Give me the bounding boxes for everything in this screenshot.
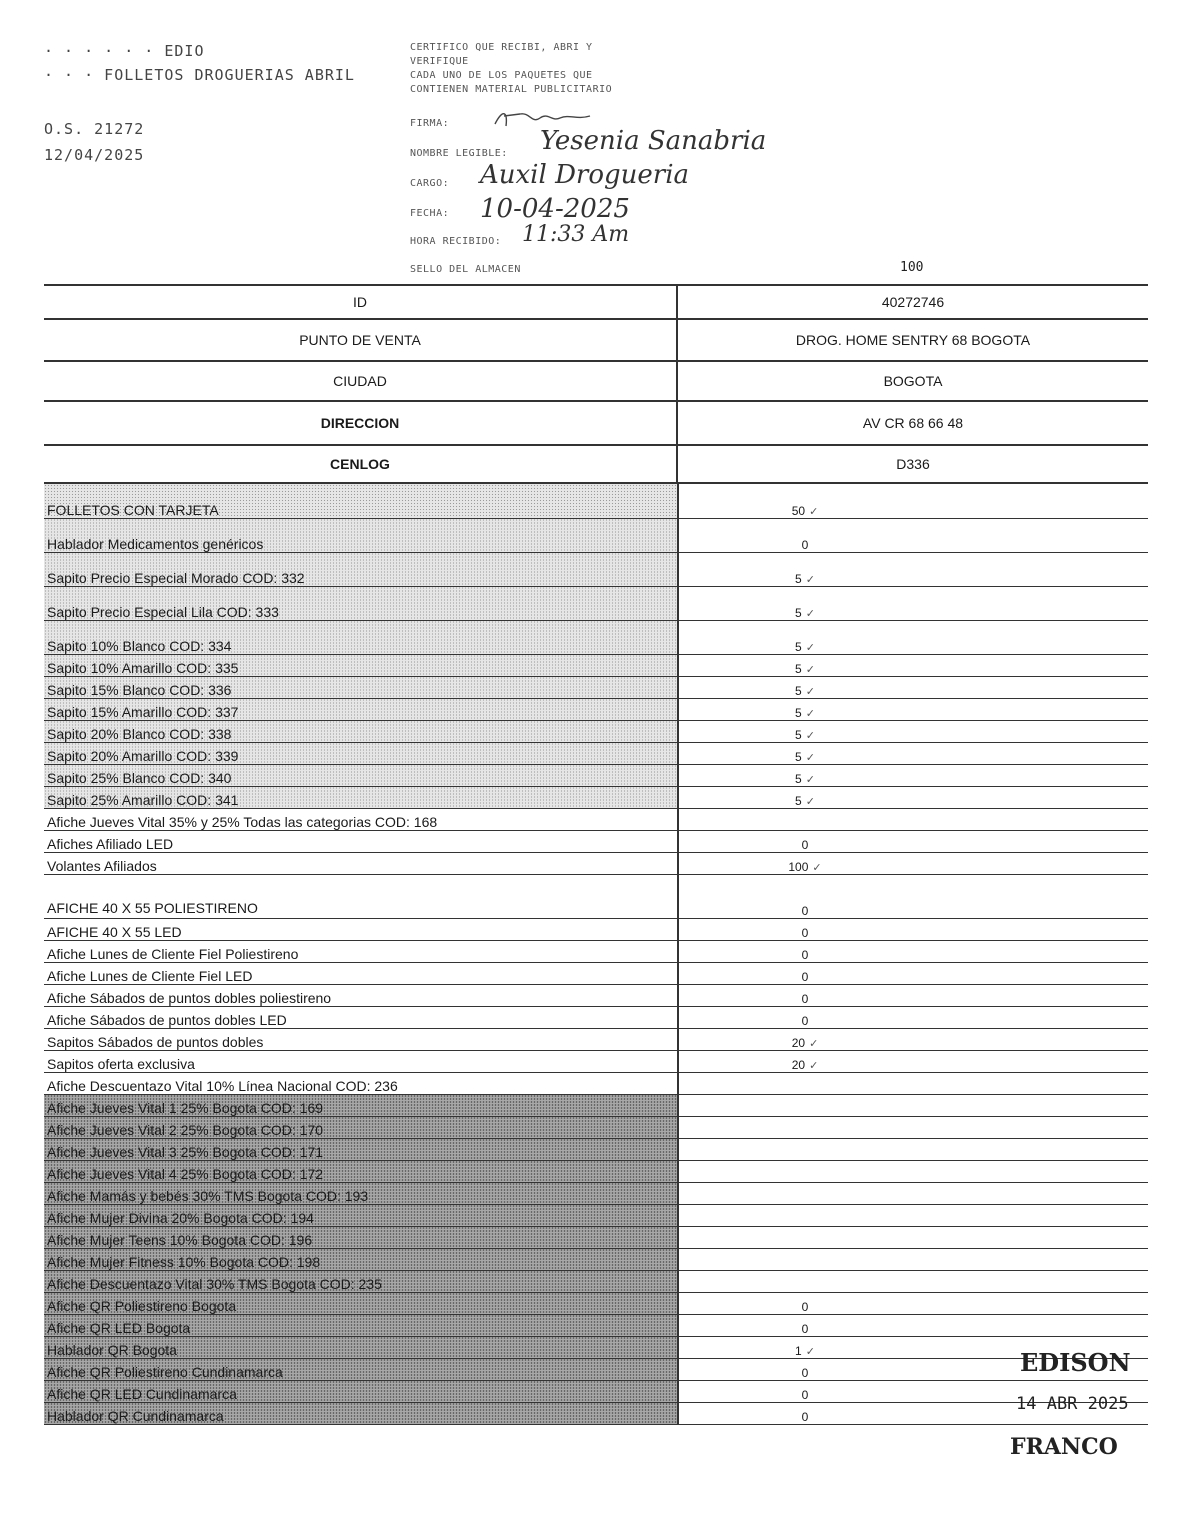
order-date: 12/04/2025: [44, 146, 145, 164]
store-info-table: [44, 284, 1148, 484]
check-mark-icon: ✓: [805, 607, 815, 620]
item-row: [44, 1160, 1148, 1182]
item-quantity: [678, 1028, 1148, 1050]
item-row: [44, 808, 1148, 830]
item-label: Afiche Mujer Fitness 10% Bogota COD: 198: [44, 1248, 678, 1270]
item-row: [44, 1270, 1148, 1292]
item-row: [44, 1028, 1148, 1050]
item-quantity: [678, 484, 1148, 518]
item-row: [44, 984, 1148, 1006]
item-quantity-value: 5: [795, 705, 802, 720]
item-quantity: [678, 808, 1148, 830]
item-quantity-value: 5: [795, 793, 802, 808]
sello-value: 100: [900, 260, 924, 275]
item-label: Afiche QR Poliestireno Cundinamarca: [44, 1358, 678, 1380]
firma-label: FIRMA:: [410, 118, 450, 129]
item-label: Sapito 20% Blanco COD: 338: [44, 720, 678, 742]
item-label: Sapito Precio Especial Morado COD: 332: [44, 552, 678, 586]
item-label: Sapitos oferta exclusiva: [44, 1050, 678, 1072]
item-label: Afiche Jueves Vital 2 25% Bogota COD: 170: [44, 1116, 678, 1138]
item-row: [44, 1050, 1148, 1072]
info-value: AV CR 68 66 48: [677, 401, 1148, 445]
item-row: [44, 698, 1148, 720]
info-value: DROG. HOME SENTRY 68 BOGOTA: [677, 319, 1148, 361]
item-label: Afiche Sábados de puntos dobles LED: [44, 1006, 678, 1028]
item-quantity: [678, 1138, 1148, 1160]
item-quantity: [678, 764, 1148, 786]
item-label: Afiche Jueves Vital 3 25% Bogota COD: 171: [44, 1138, 678, 1160]
item-label: AFICHE 40 X 55 POLIESTIRENO: [44, 874, 678, 918]
item-label: Sapito 15% Blanco COD: 336: [44, 676, 678, 698]
item-row: [44, 852, 1148, 874]
check-mark-icon: ✓: [805, 795, 815, 808]
item-quantity: [678, 918, 1148, 940]
certify-line-4: CONTIENEN MATERIAL PUBLICITARIO: [410, 84, 613, 95]
item-label: Hablador Medicamentos genéricos: [44, 518, 678, 552]
item-row: [44, 962, 1148, 984]
item-quantity: [678, 552, 1148, 586]
item-row: [44, 1336, 1148, 1358]
item-quantity-value: 0: [801, 925, 809, 940]
item-quantity-value: 50: [791, 503, 806, 518]
item-quantity: [678, 1072, 1148, 1094]
item-row: [44, 720, 1148, 742]
item-quantity-value: 0: [801, 1321, 809, 1336]
item-label: Sapito 20% Amarillo COD: 339: [44, 742, 678, 764]
info-key: DIRECCION: [44, 401, 677, 445]
item-label: Volantes Afiliados: [44, 852, 678, 874]
check-mark-icon: ✓: [805, 773, 815, 786]
check-mark-icon: ✓: [812, 861, 822, 874]
item-label: Afiche Mamás y bebés 30% TMS Bogota COD: 193: [44, 1182, 678, 1204]
certify-line-2: VERIFIQUE: [410, 56, 469, 67]
receiver-stamp-date: 14 ABR 2025: [1016, 1394, 1129, 1414]
info-row: [44, 361, 1148, 401]
item-row: [44, 1204, 1148, 1226]
item-quantity-value: 0: [801, 991, 809, 1006]
info-row: [44, 401, 1148, 445]
item-label: Sapito 25% Amarillo COD: 341: [44, 786, 678, 808]
item-label: Sapito Precio Especial Lila COD: 333: [44, 586, 678, 620]
item-label: Afiche Jueves Vital 4 25% Bogota COD: 172: [44, 1160, 678, 1182]
item-quantity: [678, 1094, 1148, 1116]
item-row: [44, 830, 1148, 852]
certify-line-3: CADA UNO DE LOS PAQUETES QUE: [410, 70, 593, 81]
info-value: D336: [677, 445, 1148, 483]
info-value: 40272746: [677, 285, 1148, 319]
item-quantity: [678, 1270, 1148, 1292]
item-label: Sapito 25% Blanco COD: 340: [44, 764, 678, 786]
check-mark-icon: ✓: [805, 729, 815, 742]
check-mark-icon: ✓: [805, 751, 815, 764]
check-mark-icon: ✓: [805, 707, 815, 720]
item-row: [44, 1006, 1148, 1028]
item-row: [44, 552, 1148, 586]
item-quantity-value: 0: [801, 969, 809, 984]
item-quantity: [678, 984, 1148, 1006]
item-row: [44, 1402, 1148, 1424]
item-label: Sapitos Sábados de puntos dobles: [44, 1028, 678, 1050]
info-key: PUNTO DE VENTA: [44, 319, 677, 361]
nombre-value: Yesenia Sanabria: [540, 126, 767, 156]
item-quantity-value: 5: [795, 749, 802, 764]
item-quantity: [678, 1006, 1148, 1028]
item-quantity: [678, 962, 1148, 984]
info-value: BOGOTA: [677, 361, 1148, 401]
fecha-value: 10-04-2025: [480, 194, 630, 224]
item-row: [44, 742, 1148, 764]
item-quantity: [678, 1050, 1148, 1072]
check-mark-icon: ✓: [809, 505, 819, 518]
hora-label: HORA RECIBIDO:: [410, 236, 502, 247]
cargo-value: Auxil Drogueria: [480, 160, 690, 190]
check-mark-icon: ✓: [805, 573, 815, 586]
item-row: [44, 620, 1148, 654]
item-quantity: [678, 830, 1148, 852]
sello-label: SELLO DEL ALMACEN: [410, 264, 521, 275]
item-quantity-value: 0: [801, 1013, 809, 1028]
item-label: Afiche Lunes de Cliente Fiel LED: [44, 962, 678, 984]
item-label: Afiche Sábados de puntos dobles poliestireno: [44, 984, 678, 1006]
item-quantity: [678, 1248, 1148, 1270]
order-number: O.S. 21272: [44, 120, 145, 138]
item-quantity: [678, 786, 1148, 808]
item-quantity: [678, 518, 1148, 552]
item-quantity-value: 1: [795, 1343, 802, 1358]
check-mark-icon: ✓: [809, 1037, 819, 1050]
item-quantity: [678, 874, 1148, 918]
item-row: [44, 1182, 1148, 1204]
info-key: CIUDAD: [44, 361, 677, 401]
item-row: [44, 786, 1148, 808]
item-row: [44, 654, 1148, 676]
item-quantity: [678, 1204, 1148, 1226]
item-label: Afiche QR LED Cundinamarca: [44, 1380, 678, 1402]
item-row: [44, 1226, 1148, 1248]
nombre-label: NOMBRE LEGIBLE:: [410, 148, 508, 159]
check-mark-icon: ✓: [805, 641, 815, 654]
item-row: [44, 1094, 1148, 1116]
item-row: [44, 1072, 1148, 1094]
cargo-label: CARGO:: [410, 178, 450, 189]
item-quantity: [678, 1160, 1148, 1182]
item-quantity: [678, 1314, 1148, 1336]
item-quantity: [678, 742, 1148, 764]
item-quantity-value: 100: [788, 859, 809, 874]
item-row: [44, 1358, 1148, 1380]
header-line-1: · · · · · · EDIO: [44, 42, 205, 60]
materials-table: [44, 484, 1148, 1425]
item-quantity: [678, 940, 1148, 962]
item-quantity: [678, 586, 1148, 620]
item-label: Sapito 10% Amarillo COD: 335: [44, 654, 678, 676]
item-row: [44, 1314, 1148, 1336]
item-row: [44, 586, 1148, 620]
item-quantity-value: 5: [795, 771, 802, 786]
item-quantity: [678, 1292, 1148, 1314]
check-mark-icon: ✓: [809, 1059, 819, 1072]
item-label: Afiche Mujer Divina 20% Bogota COD: 194: [44, 1204, 678, 1226]
info-row: [44, 445, 1148, 483]
info-key: CENLOG: [44, 445, 677, 483]
item-quantity: [678, 852, 1148, 874]
check-mark-icon: ✓: [805, 1345, 815, 1358]
item-quantity-value: 0: [801, 947, 809, 962]
item-label: Afiche Descuentazo Vital 10% Línea Nacional COD: 236: [44, 1072, 678, 1094]
item-quantity-value: 5: [795, 683, 802, 698]
item-quantity-value: 0: [801, 537, 809, 552]
item-quantity-value: 20: [791, 1035, 806, 1050]
check-mark-icon: ✓: [805, 663, 815, 676]
item-row: [44, 518, 1148, 552]
item-row: [44, 874, 1148, 918]
item-label: Hablador QR Cundinamarca: [44, 1402, 678, 1424]
item-quantity: [678, 1226, 1148, 1248]
item-row: [44, 918, 1148, 940]
item-row: [44, 940, 1148, 962]
item-label: Afiche QR Poliestireno Bogota: [44, 1292, 678, 1314]
item-label: Afiche Mujer Teens 10% Bogota COD: 196: [44, 1226, 678, 1248]
item-row: [44, 1380, 1148, 1402]
hora-value: 11:33 Am: [522, 222, 630, 247]
item-label: Hablador QR Bogota: [44, 1336, 678, 1358]
item-row: [44, 764, 1148, 786]
receiver-stamp-surname: FRANCO: [1010, 1434, 1118, 1460]
item-label: FOLLETOS CON TARJETA: [44, 484, 678, 518]
item-quantity-value: 0: [801, 1387, 809, 1402]
item-quantity: [678, 720, 1148, 742]
item-label: Afiches Afiliado LED: [44, 830, 678, 852]
item-quantity: [678, 1182, 1148, 1204]
item-label: Afiche Jueves Vital 1 25% Bogota COD: 169: [44, 1094, 678, 1116]
item-row: [44, 1292, 1148, 1314]
fecha-label: FECHA:: [410, 208, 450, 219]
item-quantity: [678, 698, 1148, 720]
item-row: [44, 1248, 1148, 1270]
header-line-2: · · · FOLLETOS DROGUERIAS ABRIL: [44, 66, 355, 84]
item-quantity-value: 5: [795, 639, 802, 654]
item-label: AFICHE 40 X 55 LED: [44, 918, 678, 940]
item-quantity-value: 0: [801, 1299, 809, 1314]
item-label: Afiche Descuentazo Vital 30% TMS Bogota COD: 235: [44, 1270, 678, 1292]
item-quantity-value: 5: [795, 727, 802, 742]
info-row: [44, 285, 1148, 319]
item-quantity-value: 0: [801, 837, 809, 852]
item-row: [44, 676, 1148, 698]
item-quantity-value: 5: [795, 571, 802, 586]
item-row: [44, 484, 1148, 518]
item-quantity-value: 20: [791, 1057, 806, 1072]
item-quantity-value: 0: [801, 1365, 809, 1380]
item-quantity: [678, 654, 1148, 676]
item-label: Sapito 15% Amarillo COD: 337: [44, 698, 678, 720]
item-row: [44, 1138, 1148, 1160]
item-quantity-value: 0: [801, 903, 809, 918]
item-quantity-value: 5: [795, 605, 802, 620]
info-key: ID: [44, 285, 677, 319]
item-quantity: [678, 676, 1148, 698]
receiver-stamp-name: EDISON: [1020, 1348, 1131, 1377]
item-label: Afiche QR LED Bogota: [44, 1314, 678, 1336]
info-row: [44, 319, 1148, 361]
certify-line-1: CERTIFICO QUE RECIBI, ABRI Y: [410, 42, 593, 53]
item-row: [44, 1116, 1148, 1138]
item-quantity-value: 0: [801, 1409, 809, 1424]
item-label: Afiche Lunes de Cliente Fiel Poliestireno: [44, 940, 678, 962]
check-mark-icon: ✓: [805, 685, 815, 698]
item-label: Afiche Jueves Vital 35% y 25% Todas las categorias COD: 168: [44, 808, 678, 830]
item-label: Sapito 10% Blanco COD: 334: [44, 620, 678, 654]
item-quantity: [678, 1116, 1148, 1138]
item-quantity-value: 5: [795, 661, 802, 676]
item-quantity: [678, 620, 1148, 654]
